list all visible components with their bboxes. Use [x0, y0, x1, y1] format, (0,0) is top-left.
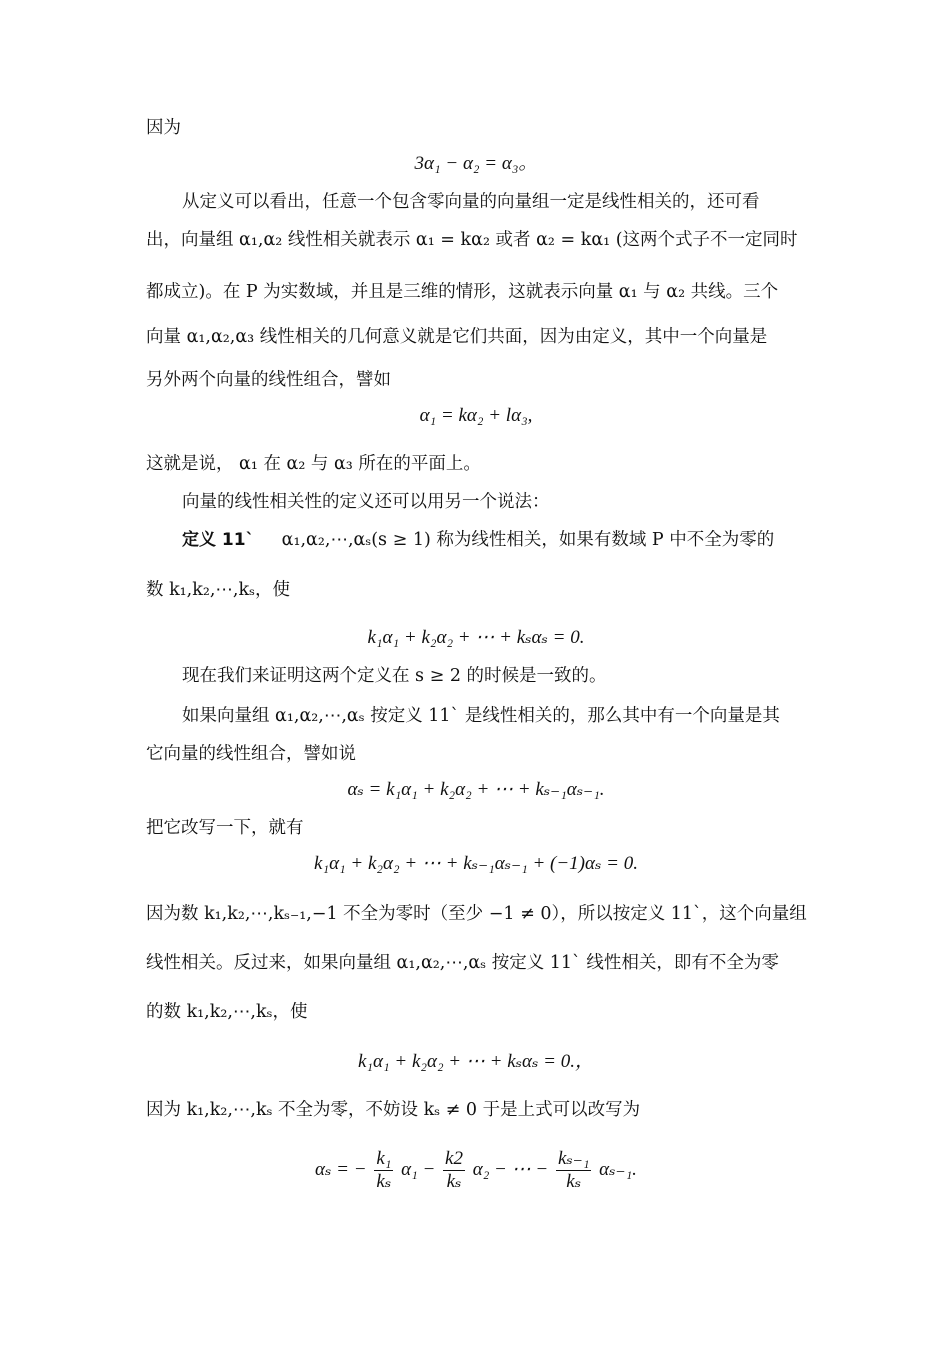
- formula: 3α₁ − α₂ = α₃。: [414, 153, 538, 174]
- formula: k₁α₁ + k₂α₂ + ⋯ + kₛαₛ = 0.，: [358, 1051, 594, 1072]
- fraction-denominator: kₛ: [566, 1171, 582, 1192]
- formula-lhs: αₛ = −: [315, 1158, 367, 1180]
- text-line: 都成立)。在 P 为实数域，并且是三维的情形，这就表示向量 α₁ 与 α₂ 共线。三个: [146, 282, 779, 302]
- formula-term: α₂ − ⋯ −: [472, 1158, 549, 1180]
- fraction-denominator: kₛ: [376, 1171, 392, 1192]
- fraction-numerator: kₛ₋₁: [557, 1148, 590, 1169]
- text-line: 向量 α₁,α₂,α₃ 线性相关的几何意义就是它们共面，因为由定义，其中一个向量是: [146, 327, 768, 347]
- fraction-numerator: k2: [445, 1148, 463, 1169]
- text-line: 如果向量组 α₁,α₂,⋯,αₛ 按定义 11` 是线性相关的，那么其中有一个向量是其: [182, 706, 780, 726]
- fraction-numerator: k₁: [376, 1148, 392, 1169]
- text-line: 它向量的线性组合，譬如说: [146, 744, 356, 764]
- definition-text: α₁,α₂,⋯,αₛ(s ≥ 1) 称为线性相关，如果有数域 P 中不全为零的: [281, 530, 775, 550]
- formula: αₛ = k₁α₁ + k₂α₂ + ⋯ + kₛ₋₁αₛ₋₁.: [347, 779, 605, 800]
- fraction: [556, 1148, 591, 1193]
- text-line: 另外两个向量的线性组合，譬如: [146, 370, 391, 390]
- text-line: 把它改写一下，就有: [146, 818, 304, 838]
- definition-label: 定义 11`: [182, 530, 255, 550]
- formula-term: α₁ −: [401, 1158, 436, 1180]
- formula: α₁ = kα₂ + lα₃,: [419, 405, 533, 426]
- formula: k₁α₁ + k₂α₂ + ⋯ + kₛαₛ = 0.: [367, 627, 585, 648]
- text-line: 出，向量组 α₁,α₂ 线性相关就表示 α₁ = kα₂ 或者 α₂ = kα₁ (这两个式子不一定同时: [146, 230, 798, 250]
- text-line: 线性相关。反过来，如果向量组 α₁,α₂,⋯,αₛ 按定义 11` 线性相关，即有不全为零: [146, 953, 779, 973]
- fraction-formula: [0, 1148, 952, 1193]
- fraction: [374, 1148, 393, 1193]
- text-line: 向量的线性相关性的定义还可以用另一个说法：: [182, 492, 550, 512]
- text-line: 这就是说， α₁ 在 α₂ 与 α₃ 所在的平面上。: [146, 454, 481, 474]
- fraction-denominator: kₛ: [446, 1171, 462, 1192]
- text-line: 数 k₁,k₂,⋯,kₛ，使: [146, 580, 290, 600]
- formula: k₁α₁ + k₂α₂ + ⋯ + kₛ₋₁αₛ₋₁ + (−1)αₛ = 0.: [314, 853, 638, 874]
- fraction: [443, 1148, 465, 1193]
- definition-line: [182, 528, 774, 552]
- text-line: 的数 k₁,k₂,⋯,kₛ，使: [146, 1002, 308, 1022]
- formula-tail: αₛ₋₁.: [599, 1158, 637, 1180]
- text-line: 现在我们来证明这两个定义在 s ≥ 2 的时候是一致的。: [182, 666, 607, 686]
- text-line: 因为: [146, 118, 181, 138]
- text-line: 从定义可以看出，任意一个包含零向量的向量组一定是线性相关的，还可看: [182, 192, 760, 212]
- text-line: 因为 k₁,k₂,⋯,kₛ 不全为零，不妨设 kₛ ≠ 0 于是上式可以改写为: [146, 1100, 641, 1120]
- text-line: 因为数 k₁,k₂,⋯,kₛ₋₁,−1 不全为零时（至少 −1 ≠ 0），所以按定义 11`，这个向量组: [146, 904, 807, 924]
